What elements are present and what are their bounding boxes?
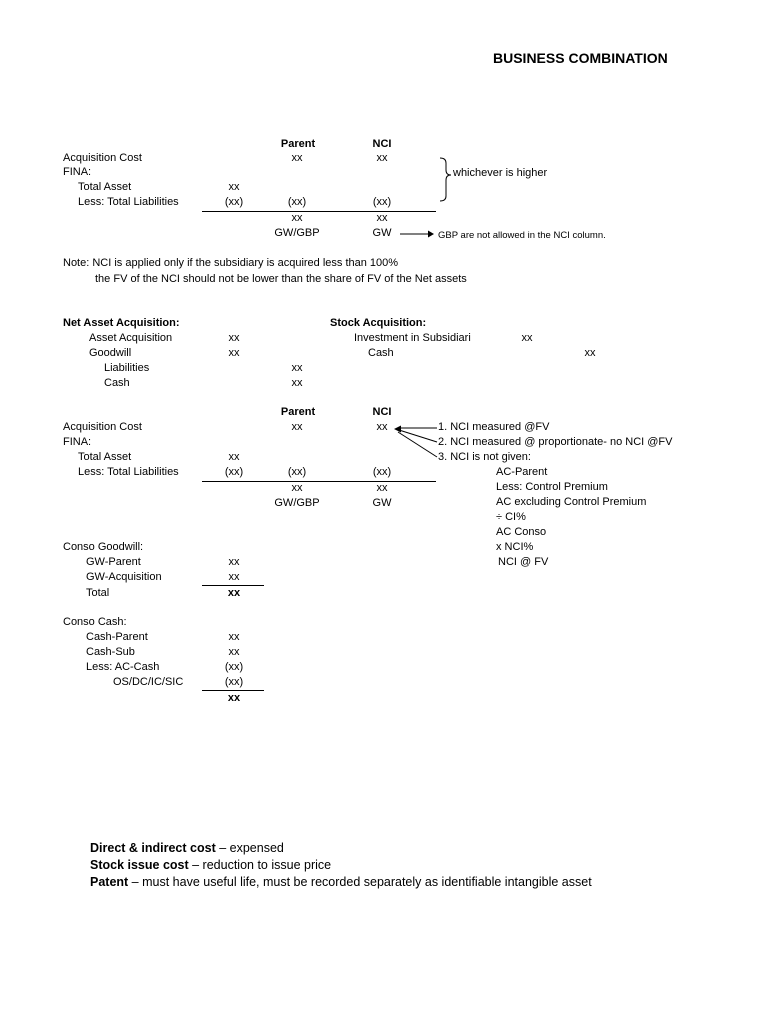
cash-parent-label: Cash-Parent	[86, 631, 148, 643]
ac-cash-value: (xx)	[224, 661, 244, 673]
parent-value: xx	[291, 152, 303, 164]
goodwill-total-label: Total	[86, 587, 110, 599]
asset-acquisition-value: xx	[228, 332, 240, 344]
gbp-not-allowed-note: GBP are not allowed in the NCI column.	[438, 230, 606, 241]
gw-parent-label: GW-Parent	[86, 556, 141, 568]
parent-result-value-2: xx	[291, 482, 303, 494]
gw-label-2: GW	[372, 497, 392, 509]
goodwill-total-value: xx	[227, 587, 241, 599]
nci-step: AC excluding Control Premium	[496, 496, 647, 508]
total-asset-value-2: xx	[228, 451, 240, 463]
nci-step: x NCI%	[496, 541, 534, 553]
cash-total-rule	[202, 690, 264, 691]
gw-acquisition-value: xx	[228, 571, 240, 583]
nci-fina-value: (xx)	[372, 196, 392, 208]
less-liabilities-label-2: Less: Total Liabilities	[78, 466, 179, 478]
nci-value: xx	[376, 152, 388, 164]
less-liabilities-label: Less: Total Liabilities	[78, 196, 179, 208]
whichever-higher-note: whichever is higher	[453, 167, 548, 179]
note-term: Direct & indirect cost	[90, 841, 216, 855]
cost-note-patent	[90, 874, 592, 890]
page-title: BUSINESS COMBINATION	[493, 50, 668, 66]
cash-credit-value: xx	[291, 377, 303, 389]
col-header-parent-2: Parent	[280, 406, 316, 418]
os-dc-ic-sic-label: OS/DC/IC/SIC	[113, 676, 184, 688]
asset-acquisition-label: Asset Acquisition	[89, 332, 173, 344]
note-term: Stock issue cost	[90, 858, 189, 872]
note-definition: – expensed	[215, 841, 284, 855]
fina-label: FINA:	[63, 166, 92, 178]
note-term: Patent	[90, 875, 129, 889]
goodwill-value: xx	[228, 347, 240, 359]
nci-fina-value-2: (xx)	[372, 466, 392, 478]
nci-option-2: 2. NCI measured @ proportionate- no NCI @FV	[438, 436, 673, 448]
fina-label-2: FINA:	[63, 436, 92, 448]
nci-step: NCI @ FV	[498, 556, 549, 568]
liabilities-value-2: (xx)	[224, 466, 244, 478]
total-asset-value: xx	[228, 181, 240, 193]
conso-cash-heading: Conso Cash:	[63, 616, 127, 628]
os-dc-ic-sic-value: (xx)	[224, 676, 244, 688]
liabilities-value: (xx)	[224, 196, 244, 208]
parent-fina-value: (xx)	[287, 196, 307, 208]
parent-fina-value-2: (xx)	[287, 466, 307, 478]
goodwill-label: Goodwill	[89, 347, 132, 359]
nci-pointer-line	[399, 430, 437, 442]
nci-pointer-line	[398, 432, 437, 457]
parent-result-value: xx	[291, 212, 303, 224]
gw-label: GW	[372, 227, 392, 239]
conso-goodwill-heading: Conso Goodwill:	[63, 541, 144, 553]
nci-result-value: xx	[376, 212, 388, 224]
nci-option-3: 3. NCI is not given:	[438, 451, 531, 463]
nci-value-2: xx	[376, 421, 388, 433]
less-ac-cash-label: Less: AC-Cash	[86, 661, 160, 673]
acquisition-cost-label: Acquisition Cost	[63, 152, 142, 164]
cash-sub-label: Cash-Sub	[86, 646, 135, 658]
net-asset-acquisition-heading: Net Asset Acquisition:	[63, 317, 180, 329]
note-definition: – reduction to issue price	[188, 858, 332, 872]
liabilities-credit-value: xx	[291, 362, 303, 374]
col-header-nci-2: NCI	[372, 406, 392, 418]
col-header-nci: NCI	[372, 138, 392, 150]
cash-total-value: xx	[227, 692, 241, 704]
gw-gbp-label-2: GW/GBP	[274, 497, 320, 509]
nci-step: Less: Control Premium	[496, 481, 608, 493]
stock-cash-label: Cash	[368, 347, 394, 359]
bracket-shape	[440, 158, 451, 201]
cash-sub-value: xx	[228, 646, 240, 658]
note-line-2: the FV of the NCI should not be lower than the share of FV of the Net assets	[95, 273, 467, 285]
arrowhead	[428, 231, 434, 238]
parent-value-2: xx	[291, 421, 303, 433]
nci-step: ÷ CI%	[496, 511, 526, 523]
total-asset-label: Total Asset	[78, 181, 132, 193]
cost-note-stock-issue	[90, 857, 331, 873]
note-definition: – must have useful life, must be recorded separately as identifiable intangible asset	[128, 875, 592, 889]
investment-value: xx	[521, 332, 533, 344]
total-rule	[202, 211, 436, 212]
acquisition-cost-label-2: Acquisition Cost	[63, 421, 142, 433]
stock-acquisition-heading: Stock Acquisition:	[330, 317, 427, 329]
cash-label: Cash	[104, 377, 130, 389]
total-asset-label-2: Total Asset	[78, 451, 132, 463]
cash-parent-value: xx	[228, 631, 240, 643]
col-header-parent: Parent	[280, 138, 316, 150]
nci-step: AC Conso	[496, 526, 547, 538]
nci-step: AC-Parent	[496, 466, 548, 478]
nci-option-1: 1. NCI measured @FV	[438, 421, 550, 433]
gw-gbp-label: GW/GBP	[274, 227, 320, 239]
gw-parent-value: xx	[228, 556, 240, 568]
investment-subsidiary-label: Investment in Subsidiari	[354, 332, 471, 344]
stock-cash-value: xx	[584, 347, 596, 359]
liabilities-label: Liabilities	[104, 362, 150, 374]
goodwill-total-rule	[202, 585, 264, 586]
nci-result-value-2: xx	[376, 482, 388, 494]
note-line-1: Note: NCI is applied only if the subsidiary is acquired less than 100%	[63, 257, 399, 269]
cost-note-direct-indirect	[90, 840, 284, 856]
gw-acquisition-label: GW-Acquisition	[86, 571, 162, 583]
total-rule-2	[202, 481, 436, 482]
